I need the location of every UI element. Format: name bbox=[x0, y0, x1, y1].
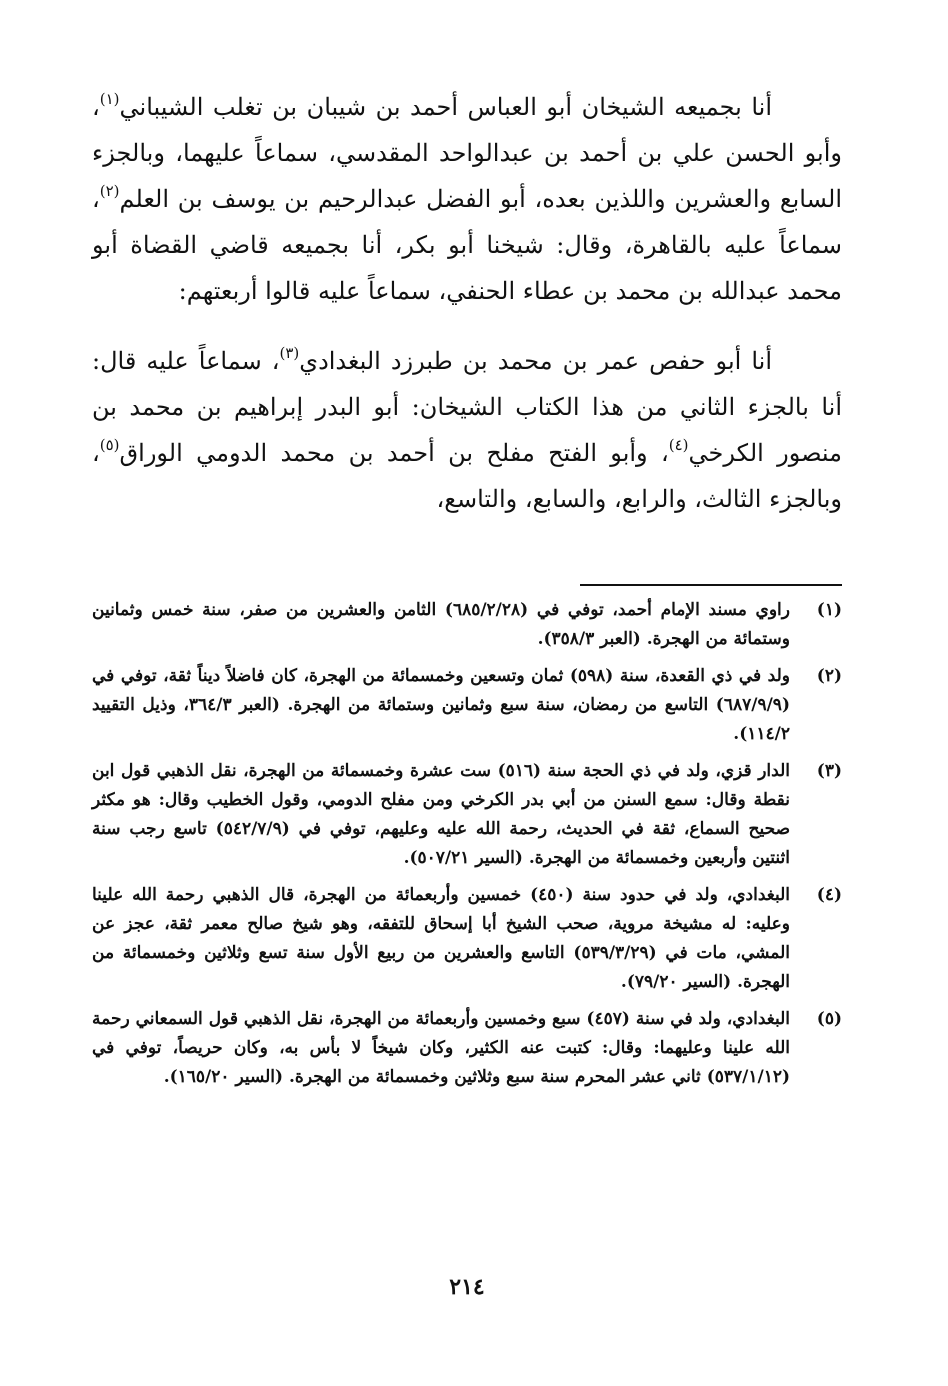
footnote-ref-2[interactable]: (٢) bbox=[99, 182, 120, 200]
footnote-number: (٢) bbox=[816, 666, 842, 686]
footnote-divider bbox=[580, 584, 842, 586]
paragraph-text: ، وأبو الفتح مفلح بن أحمد بن محمد الدومي الوراق bbox=[119, 439, 669, 467]
paragraph-text: أنا بجميعه الشيخان أبو العباس أحمد بن شيبان بن تغلب الشيباني bbox=[119, 93, 772, 121]
footnote-text: الدار قزي، ولد في ذي الحجة سنة (٥١٦) ست عشرة وخمسمائة من الهجرة، نقل الذهبي قول ابن نقطة وقال: سمع السنن من أبي بدر الكرخي ومن مفلح الدومي، وقول الخطيب وقال: هو مكثر صحيح السماع، ثقة في الحديث، رحمة الله عليه وعليهم، توفي في (٥٤٢/٧/٩) تاسع رجب سنة اثنتين وأربعين وخمسمائة من الهجرة. (السير ٥٠٧/٢١). bbox=[92, 761, 790, 868]
footnote-text: البغدادي، ولد في حدود سنة (٤٥٠) خمسين وأربعمائة من الهجرة، قال الذهبي رحمة الله علينا وعليه: له مشيخة مروية، صحب الشيخ أبا إسحاق للتفقه، وهو شيخ صالح معمر ثقة، عجز عن المشي، مات في (٥٣٩/٣/٢٩) التاسع والعشرين من ربيع الأول سنة تسع وثلاثين وخمسمائة من الهجرة. (السير ٧٩/٢٠). bbox=[92, 885, 791, 992]
footnote-3 bbox=[92, 757, 842, 873]
footnote-1 bbox=[92, 596, 842, 654]
main-paragraph-1 bbox=[92, 84, 842, 314]
book-page bbox=[92, 84, 842, 1334]
footnote-5 bbox=[92, 1005, 842, 1092]
footnote-4 bbox=[92, 881, 842, 997]
paragraph-text: ، وأبو الحسن علي بن أحمد بن عبدالواحد المقدسي، سماعاً عليهما، وبالجزء السابع والعشرين واللذين بعده، أبو الفضل عبدالرحيم بن يوسف بن العلم bbox=[92, 93, 842, 213]
footnote-number: (٣) bbox=[816, 761, 842, 781]
page-number: ٢١٤ bbox=[449, 1274, 485, 1300]
footnote-number: (١) bbox=[816, 600, 842, 620]
footnote-number: (٥) bbox=[816, 1009, 842, 1029]
footnote-number: (٤) bbox=[816, 885, 842, 905]
paragraph-text: أنا أبو حفص عمر بن محمد بن طبرزد البغدادي bbox=[299, 347, 772, 375]
paragraph-text: ، سماعاً عليه بالقاهرة، وقال: شيخنا أبو بكر، أنا بجميعه قاضي القضاة أبو محمد عبدالله بن محمد بن عطاء الحنفي، سماعاً عليه قالوا أربعتهم: bbox=[92, 185, 842, 305]
paragraph-text: ، سماعاً عليه قال: أنا بالجزء الثاني من هذا الكتاب الشيخان: أبو البدر إبراهيم بن محمد بن منصور الكرخي bbox=[92, 347, 843, 467]
footnote-text: ولد في ذي القعدة، سنة (٥٩٨) ثمان وتسعين وخمسمائة من الهجرة، كان فاضلاً ديناً ثقة، توفي في (٦٨٧/٩/٩) التاسع من رمضان، سنة سبع وثمانين وستمائة من الهجرة. (العبر ٣٦٤/٣، وذيل التقييد ١١٤/٢). bbox=[92, 666, 790, 744]
footnote-text: البغدادي، ولد في سنة (٤٥٧) سبع وخمسين وأربعمائة من الهجرة، نقل الذهبي قول السمعاني رحمة الله علينا وعليهما: وقال: كتبت عنه الكثير، وكان شيخاً لا بأس به، وكان حريصاً، توفي في (٥٣٧/١/١٢) ثاني عشر المحرم سنة سبع وثلاثين وخمسمائة من الهجرة. (السير ١٦٥/٢٠). bbox=[92, 1009, 790, 1087]
paragraph-text: ، وبالجزء الثالث، والرابع، والسابع، والتاسع، bbox=[92, 439, 842, 513]
footnotes-section bbox=[92, 596, 842, 1100]
footnote-text: راوي مسند الإمام أحمد، توفي في (٦٨٥/٢/٢٨) الثامن والعشرين من صفر، سنة خمس وثمانين وستمائة من الهجرة. (العبر ٣٥٨/٣). bbox=[92, 600, 790, 649]
footnote-2 bbox=[92, 662, 842, 749]
footnote-ref-3[interactable]: (٣) bbox=[279, 344, 300, 362]
main-paragraph-2 bbox=[92, 338, 842, 522]
footnote-ref-4[interactable]: (٤) bbox=[668, 436, 689, 454]
footnote-ref-1[interactable]: (١) bbox=[99, 90, 120, 108]
footnote-ref-5[interactable]: (٥) bbox=[99, 436, 120, 454]
